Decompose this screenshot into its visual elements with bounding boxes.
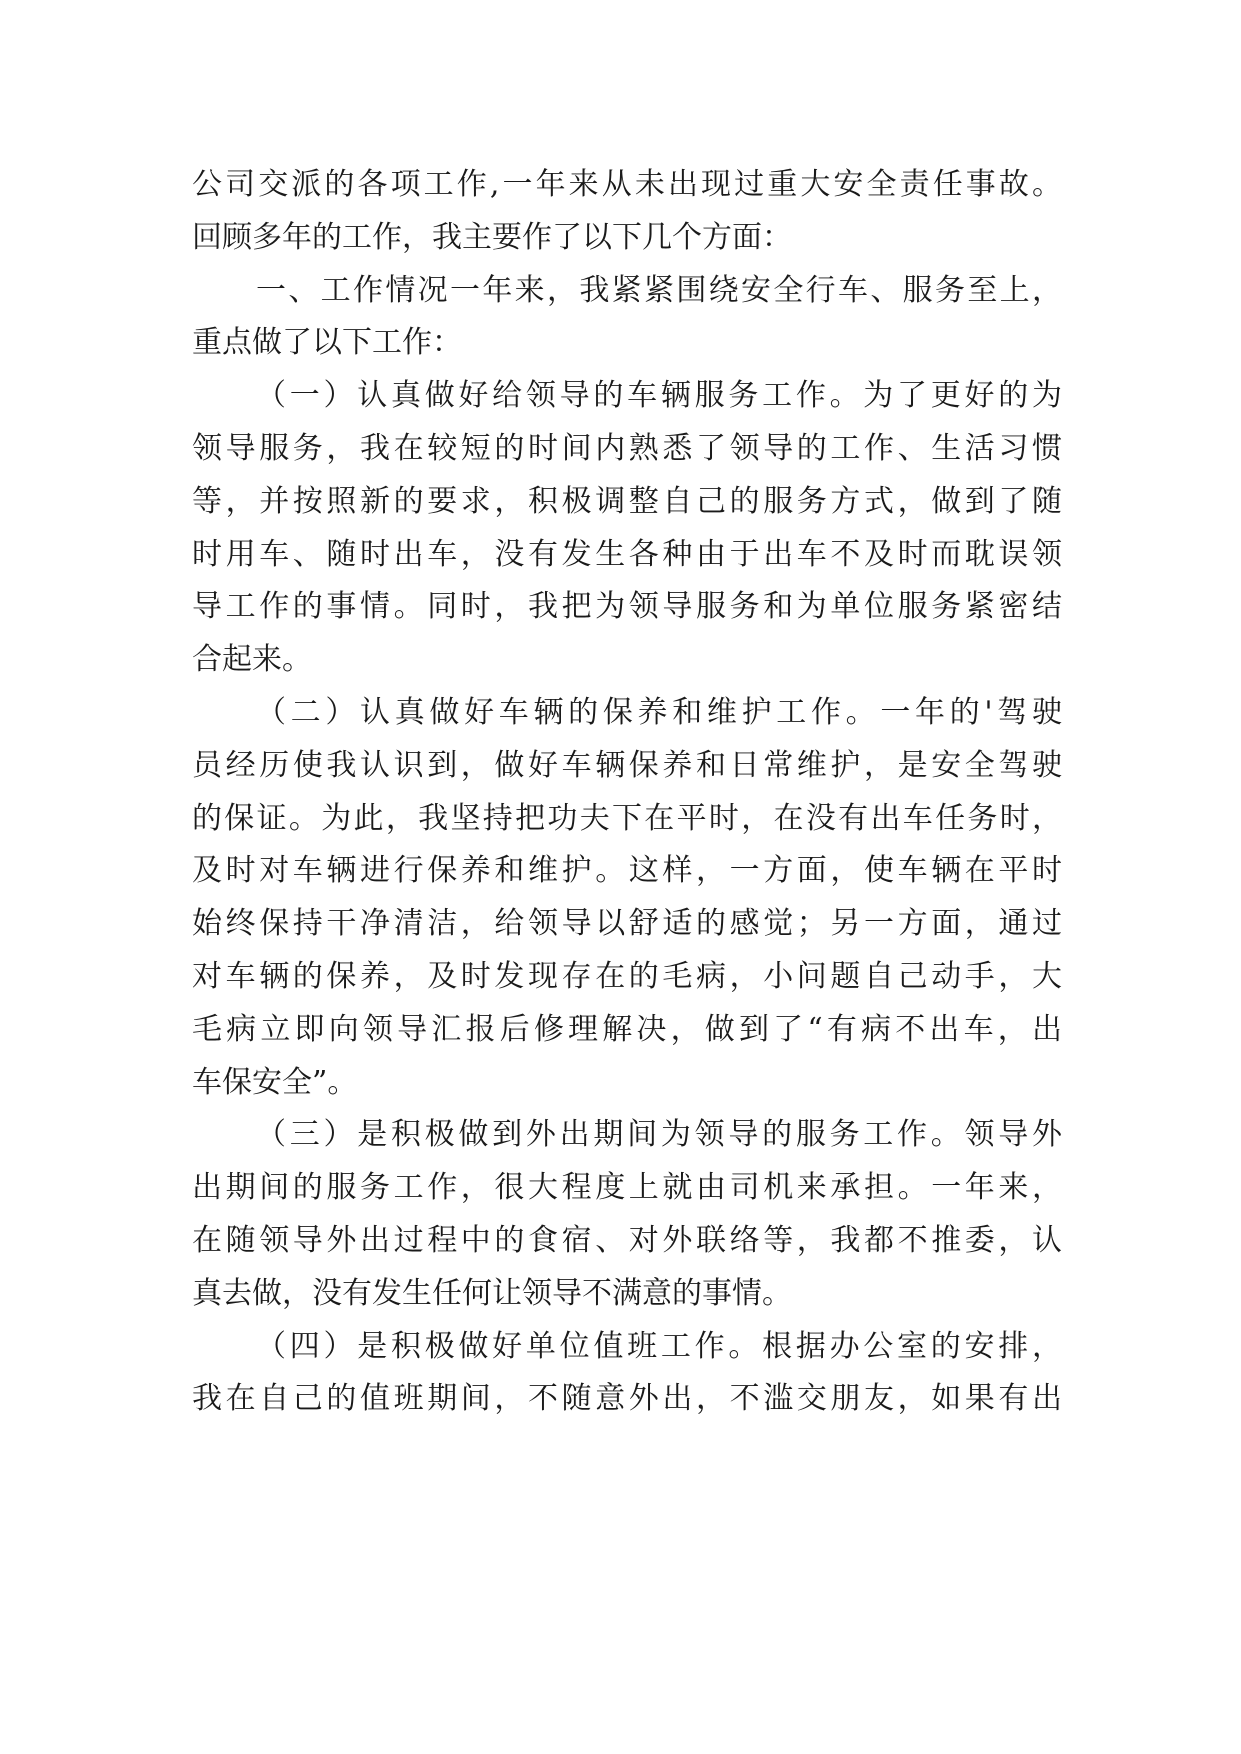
text-line: 时用车、随时出车，没有发生各种由于出车不及时而耽误领 (192, 536, 1062, 572)
text-line: 公司交派的各项工作,一年来从未出现过重大安全责任事故。 (192, 167, 1062, 202)
text-line: 合起来。 (192, 642, 312, 678)
text-line: 真去做，没有发生任何让领导不满意的事情。 (192, 1275, 792, 1311)
paragraph-first-line: （三）是积极做到外出期间为领导的服务工作。领导外 (256, 1117, 1062, 1153)
text-line: 领导服务，我在较短的时间内熟悉了领导的工作、生活习惯 (192, 430, 1062, 466)
text-line: 重点做了以下工作： (192, 325, 462, 361)
text-line: 车保安全”。 (192, 1064, 358, 1100)
text-line: 出期间的服务工作，很大程度上就由司机来承担。一年来， (192, 1170, 1062, 1206)
text-line: 始终保持干净清洁，给领导以舒适的感觉；另一方面，通过 (192, 906, 1062, 942)
paragraph-first-line: （一）认真做好给领导的车辆服务工作。为了更好的为 (256, 378, 1062, 414)
text-line: 及时对车辆进行保养和维护。这样，一方面，使车辆在平时 (192, 853, 1062, 889)
text-line: 回顾多年的工作，我主要作了以下几个方面： (192, 219, 792, 255)
paragraph-first-line: （二）认真做好车辆的保养和维护工作。一年的'驾驶 (256, 694, 1062, 730)
text-line: 员经历使我认识到，做好车辆保养和日常维护，是安全驾驶 (192, 747, 1062, 783)
paragraph-first-line: （四）是积极做好单位值班工作。根据办公室的安排， (256, 1328, 1062, 1364)
body-text (192, 159, 1062, 1426)
text-line: 导工作的事情。同时，我把为领导服务和为单位服务紧密结 (192, 589, 1062, 625)
text-line: 我在自己的值班期间，不随意外出，不滥交朋友，如果有出 (192, 1381, 1062, 1417)
text-line: 对车辆的保养，及时发现存在的毛病，小问题自己动手，大 (192, 958, 1062, 994)
text-line: 毛病立即向领导汇报后修理解决，做到了“有病不出车，出 (192, 1011, 1062, 1047)
text-line: 的保证。为此，我坚持把功夫下在平时，在没有出车任务时， (192, 800, 1062, 836)
text-line: 在随领导外出过程中的食宿、对外联络等，我都不推委，认 (192, 1222, 1062, 1258)
paragraph-first-line: 一、工作情况一年来，我紧紧围绕安全行车、服务至上， (256, 272, 1062, 308)
text-line: 等，并按照新的要求，积极调整自己的服务方式，做到了随 (192, 483, 1062, 519)
